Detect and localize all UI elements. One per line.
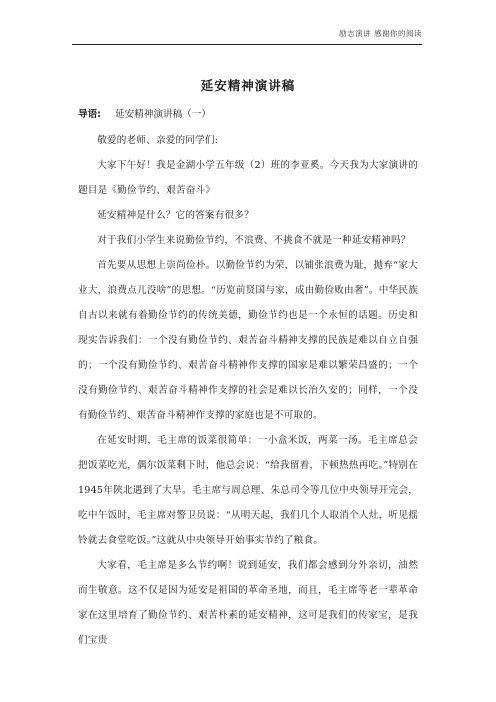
- lead-line: [78, 102, 418, 128]
- paragraph: 首先要从思想上崇尚俭朴。以勤俭节约为荣，以铺张浪费为耻，抛弃“家大业大，浪费点儿没啥”的思想。“历览前贤国与家，成由勤俭败由奢”。中华民族自古以来就有着勤俭节约的传统美德，勤俭节约也是一个永恒的话题。历史和现实告诉我们：一个没有勤俭节约、艰苦奋斗精神支撑的民族是难以自立自强的；一个没有勤俭节约、艰苦奋斗精神作支撑的国家是难以繁荣昌盛的；一个没有勤俭节约、艰苦奋斗精神作支撑的社会是难以长治久安的；同样，一个没有勤俭节约、艰苦奋斗精神作支撑的家庭也是不可取的。: [78, 260, 418, 421]
- paragraph: 在延安时期，毛主席的饭菜很简单：一小盒米饭，两菜一汤。毛主席总会把饭菜吃光，偶尔饭菜剩下时，他总会说：“给我留着，下顿热热再吃。”特别在1945年陕北遇到了大旱。毛主席与周总理、朱总司令等几位中央领导开完会，吃中午饭时，毛主席对警卫员说：“从明天起，我们几个人取消个人灶，听见摇铃就去食堂吃饭。”这就从中央领导开始事实节约了粮食。: [78, 435, 418, 546]
- page-header: [72, 20, 422, 45]
- paragraph: 延安精神是什么？它的答案有很多？: [97, 210, 254, 221]
- document-body: [78, 102, 418, 653]
- lead-label: 导语:: [78, 109, 102, 120]
- paragraph: 大家下午好！我是金湖小学五年级（2）班的李亚奚。今天我为大家演讲的题目是《勤俭节约、艰苦奋斗》: [78, 160, 418, 196]
- paragraph: 大家看，毛主席是多么节约啊！说到延安，我们都会感到分外亲切，油然而生敬意。这不仅是因为延安是祖国的革命圣地，而且，毛主席等老一辈革命家在这里培育了勤俭节约、艰苦朴素的延安精神，这可是我们的传家宝，是我们宝贵: [78, 560, 418, 646]
- paragraph: 敬爱的老师、亲爱的同学们:: [97, 135, 219, 146]
- header-tagline: 励志演讲 感谢你的阅读: [339, 29, 422, 38]
- document-title: 延安精神演讲稿: [200, 78, 296, 93]
- paragraph: 对于我们小学生来说勤俭节约，不浪费、不挑食不就是一种延安精神吗？: [97, 235, 411, 246]
- lead-text: 延安精神演讲稿（一）: [115, 109, 211, 120]
